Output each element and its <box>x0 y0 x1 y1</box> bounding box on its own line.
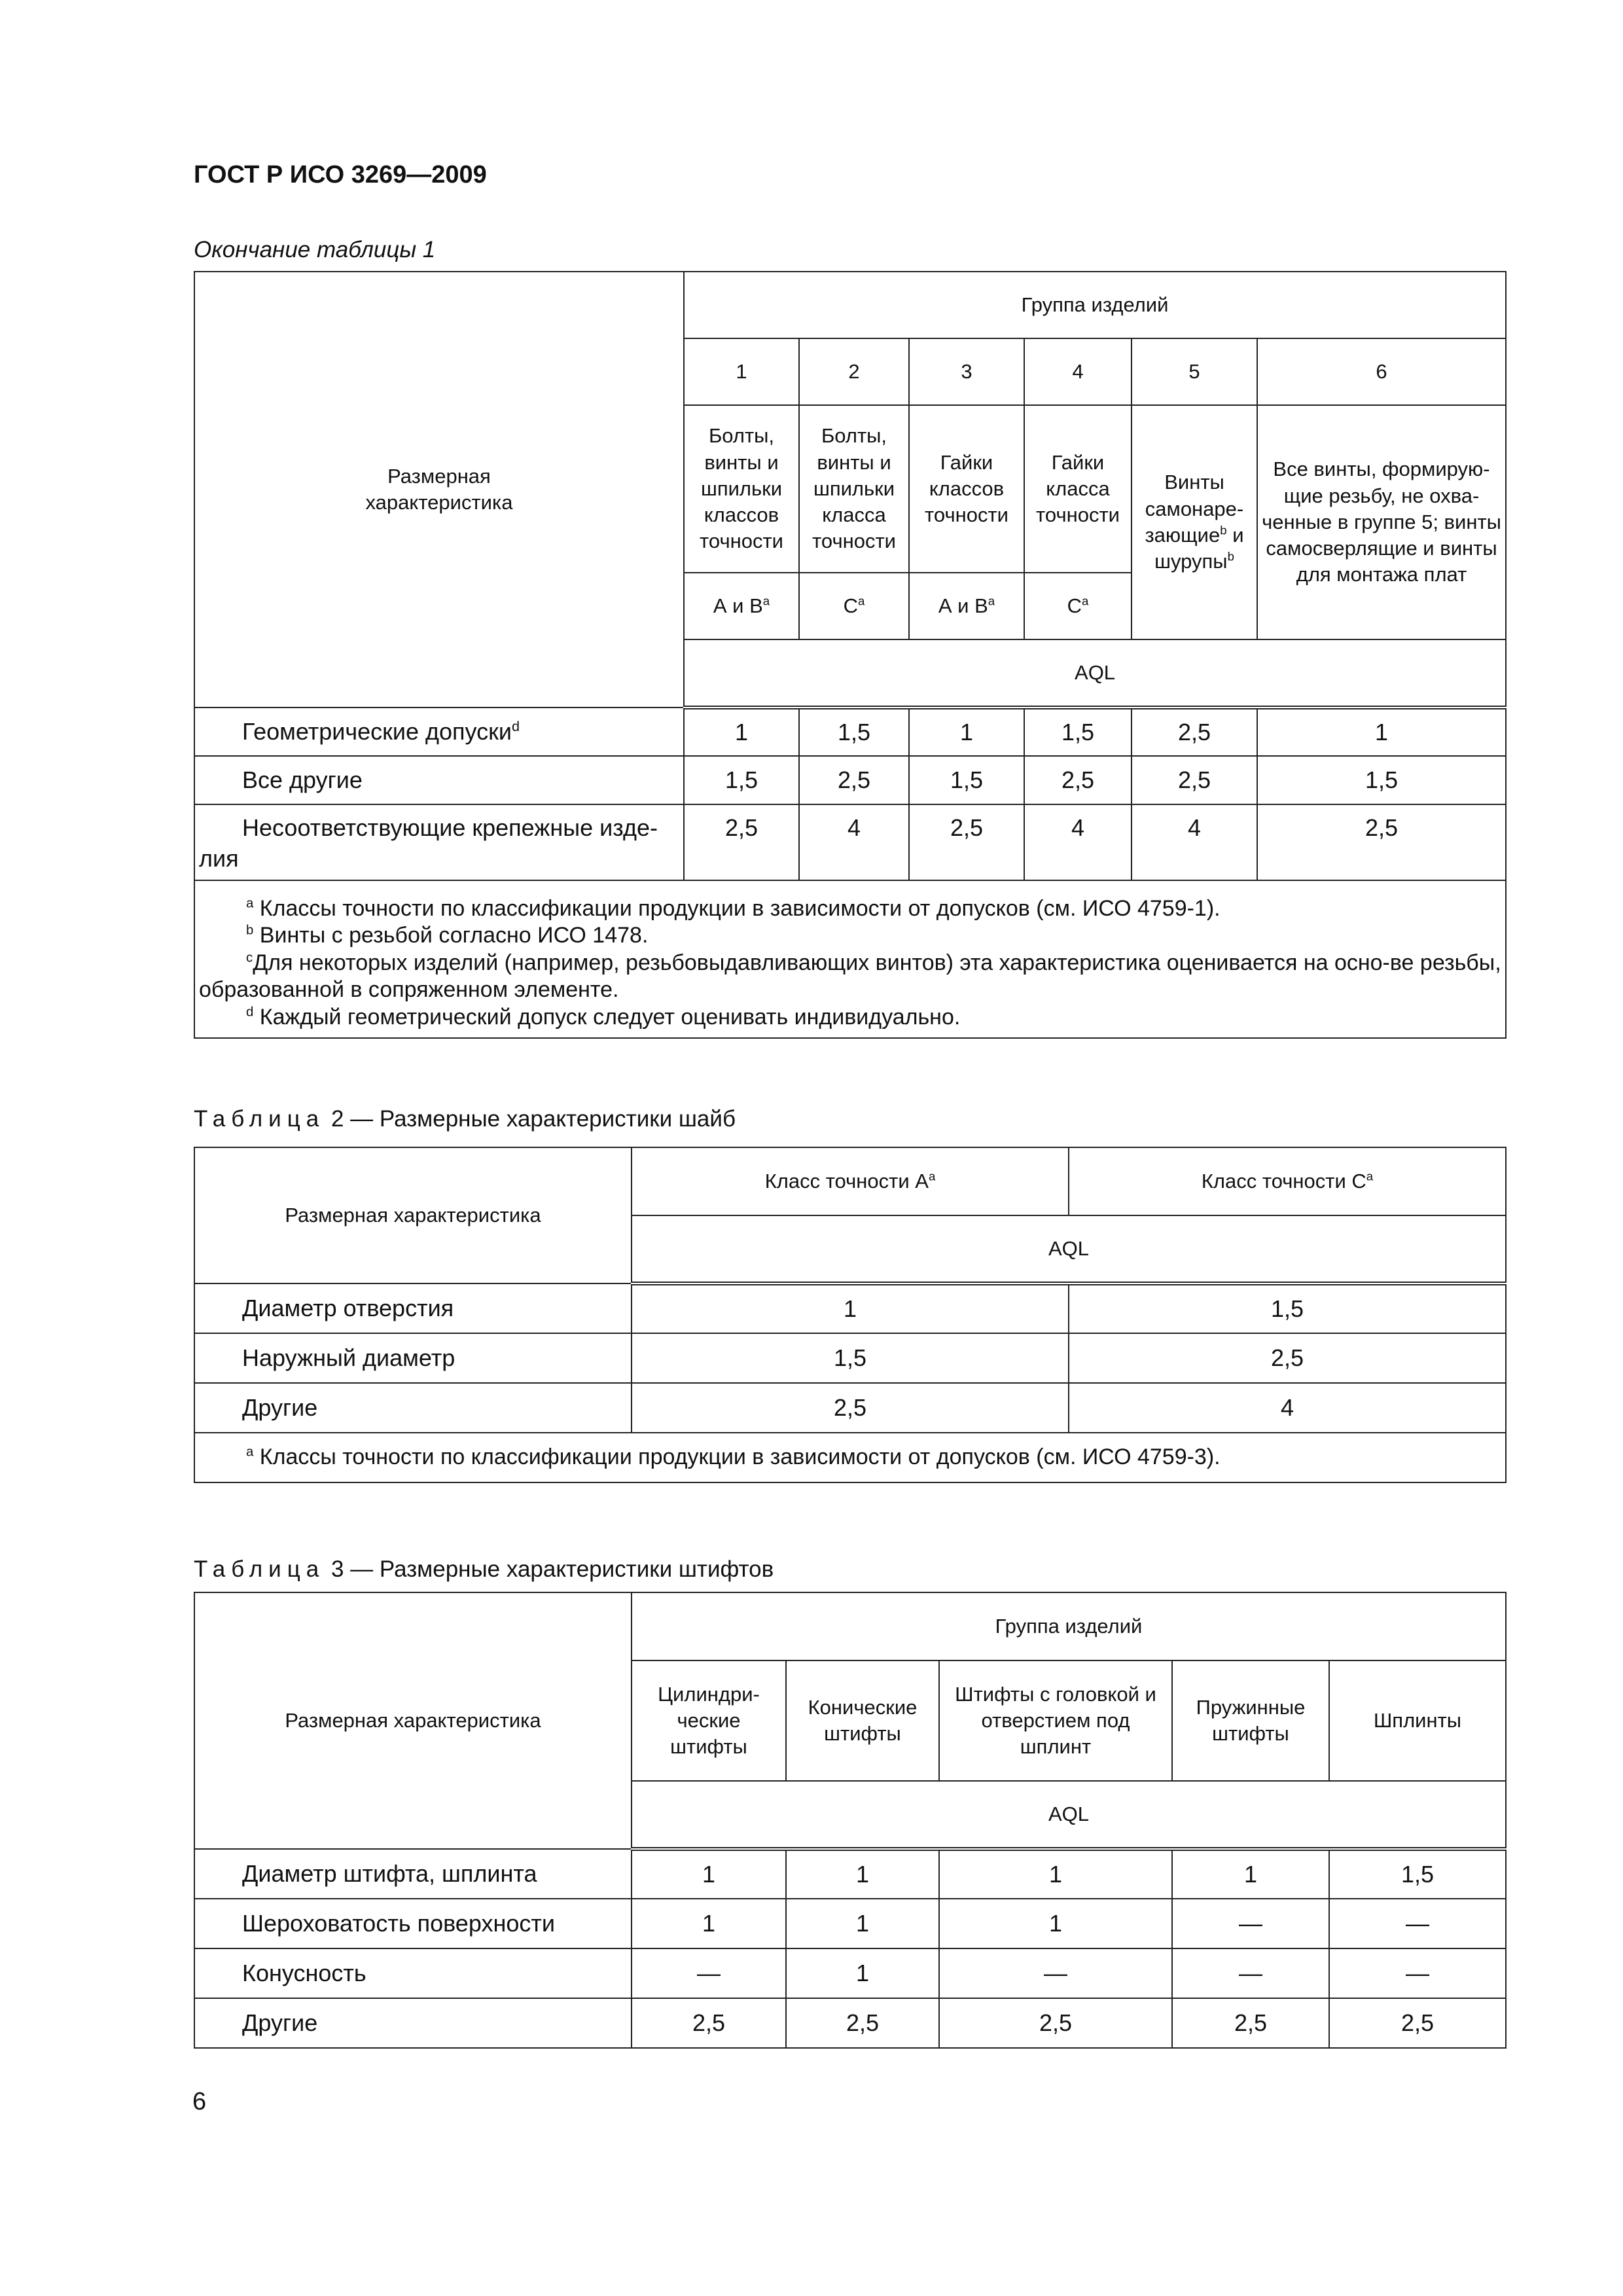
table-cell: 2,5 <box>799 756 909 804</box>
table1-group-desc: Болты, винты и шпильки классов точности <box>684 405 799 573</box>
table-cell: 1 <box>632 1283 1069 1333</box>
footnote-a: $^а$ Классы точности по классификации продукции в зависимости от допусков (см. ИСО 4759-1). <box>246 896 1221 921</box>
table-row-label: Диаметр отверстия <box>194 1283 632 1333</box>
table1-class-label: А и $В^а$ <box>684 573 799 639</box>
table-cell: 2,5 <box>939 1998 1172 2048</box>
table-cell: 2,5 <box>786 1998 939 2048</box>
table-cell: 1,5 <box>1257 756 1506 804</box>
table1-caption: Окончание таблицы 1 <box>194 237 436 262</box>
table1-char-header: Размерная характеристика <box>194 272 684 708</box>
table-cell: 4 <box>1069 1383 1506 1433</box>
table-cell: — <box>1172 1948 1329 1998</box>
table-cell: 4 <box>1024 804 1132 880</box>
table3-col-header: Пружинные штифты <box>1172 1660 1329 1781</box>
footnote-c: $^c$Для некоторых изделий (например, резьбовыдавливающих винтов) эта характеристика оценивается на осно-ве резьбы, образованной в сопряженном элементе. <box>199 950 1501 1003</box>
table-cell: 4 <box>799 804 909 880</box>
table-row-label: Другие <box>194 1998 632 2048</box>
table-cell: 4 <box>1132 804 1257 880</box>
table-cell: 1 <box>684 708 799 756</box>
table-cell: — <box>1329 1899 1506 1948</box>
table1-group-number: 3 <box>909 338 1024 405</box>
table1-group-desc-5: Винты самонаре-зающие$^b$ и шурупы$^b$ <box>1132 405 1257 639</box>
table-cell: 1,5 <box>1024 708 1132 756</box>
table-cell: 2,5 <box>632 1383 1069 1433</box>
table3-char-header: Размерная характеристика <box>194 1592 632 1849</box>
table1-class-label: А и $В^а$ <box>909 573 1024 639</box>
table-cell: 1,5 <box>632 1333 1069 1383</box>
table1-footnotes <box>194 880 1506 1038</box>
table-row-label: Все другие <box>194 756 684 804</box>
table-row-label: Наружный диаметр <box>194 1333 632 1383</box>
page-number: 6 <box>192 2088 207 2115</box>
table3-col-header: Цилиндри-ческие штифты <box>632 1660 786 1781</box>
table3-group-header: Группа изделий <box>632 1592 1506 1660</box>
table1-group-number: 5 <box>1132 338 1257 405</box>
table-cell: 1 <box>632 1899 786 1948</box>
table-cell: 1 <box>786 1948 939 1998</box>
table-cell: 1,5 <box>909 756 1024 804</box>
table-row-label: Конусность <box>194 1948 632 1998</box>
table-cell: 2,5 <box>684 804 799 880</box>
table-cell: 1,5 <box>684 756 799 804</box>
table-row-label: Шероховатость поверхности <box>194 1899 632 1948</box>
table1-group-desc: Гайки класса точности <box>1024 405 1132 573</box>
table1-aql: AQL <box>684 639 1506 708</box>
table-cell: 2,5 <box>1024 756 1132 804</box>
table-cell: 1,5 <box>1069 1283 1506 1333</box>
table3-col-header: Шплинты <box>1329 1660 1506 1781</box>
table-cell: 2,5 <box>1132 756 1257 804</box>
table-cell: 1 <box>1257 708 1506 756</box>
table1-group-number: 4 <box>1024 338 1132 405</box>
table1-group-desc: Гайки классов точности <box>909 405 1024 573</box>
table2-col-header: Класс точности $С^а$ <box>1069 1147 1506 1215</box>
table-cell: — <box>939 1948 1172 1998</box>
table-cell: 2,5 <box>1069 1333 1506 1383</box>
table-cell: 2,5 <box>1329 1998 1506 2048</box>
table3-col-header: Конические штифты <box>786 1660 939 1781</box>
table2 <box>194 1147 1507 1483</box>
table-cell: 2,5 <box>1132 708 1257 756</box>
table1-group-desc: Болты, винты и шпильки класса точности <box>799 405 909 573</box>
table1-group-number: 6 <box>1257 338 1506 405</box>
table3 <box>194 1592 1507 2049</box>
table1-group-desc: Все винты, формирую-щие резьбу, не охва-ченные в группе 5; винты самосверлящие и винты для монтажа плат <box>1257 405 1506 639</box>
table-cell: 1 <box>1172 1849 1329 1899</box>
footnote-b: $^b$ Винты с резьбой согласно ИСО 1478. <box>246 923 649 948</box>
table2-char-header: Размерная характеристика <box>194 1147 632 1283</box>
table-cell: 1 <box>939 1849 1172 1899</box>
table-cell: 1 <box>786 1899 939 1948</box>
footnote-d: $^d$ Каждый геометрический допуск следует оценивать индивидуально. <box>246 1004 961 1030</box>
table3-col-header: Штифты с головкой и отверстием под шплинт <box>939 1660 1172 1781</box>
table2-col-header: Класс точности $А^а$ <box>632 1147 1069 1215</box>
table-cell: 2,5 <box>909 804 1024 880</box>
table1-group-header: Группа изделий <box>684 272 1506 338</box>
table1-class-label: $С^а$ <box>1024 573 1132 639</box>
table-cell: 2,5 <box>1257 804 1506 880</box>
table-cell: 1 <box>632 1849 786 1899</box>
table-cell: — <box>632 1948 786 1998</box>
table-cell: 2,5 <box>1172 1998 1329 2048</box>
table1-class-label: $С^а$ <box>799 573 909 639</box>
table-row-label: Несоответствующие крепежные изде-лия <box>194 804 684 880</box>
table1-group-number: 1 <box>684 338 799 405</box>
document-title: ГОСТ Р ИСО 3269—2009 <box>194 161 487 188</box>
table-row-label: Геометрические допуски$^d$ <box>194 708 684 756</box>
table-cell: 1,5 <box>799 708 909 756</box>
table-cell: 2,5 <box>632 1998 786 2048</box>
table-cell: — <box>1172 1899 1329 1948</box>
table1-group-number: 2 <box>799 338 909 405</box>
table-row-label: Диаметр штифта, шплинта <box>194 1849 632 1899</box>
table1 <box>194 271 1507 1039</box>
table2-footnote: $^а$ Классы точности по классификации продукции в зависимости от допусков (см. ИСО 4759-3). <box>194 1433 1506 1482</box>
table2-caption: Таблица 2 — Размерные характеристики шайб <box>194 1106 736 1132</box>
table3-aql: AQL <box>632 1781 1506 1849</box>
table-cell: — <box>1329 1948 1506 1998</box>
table2-aql: AQL <box>632 1215 1506 1283</box>
table-cell: 1 <box>909 708 1024 756</box>
table-row-label: Другие <box>194 1383 632 1433</box>
table3-caption: Таблица 3 — Размерные характеристики штифтов <box>194 1556 774 1582</box>
table-cell: 1 <box>939 1899 1172 1948</box>
table-cell: 1 <box>786 1849 939 1899</box>
table-cell: 1,5 <box>1329 1849 1506 1899</box>
